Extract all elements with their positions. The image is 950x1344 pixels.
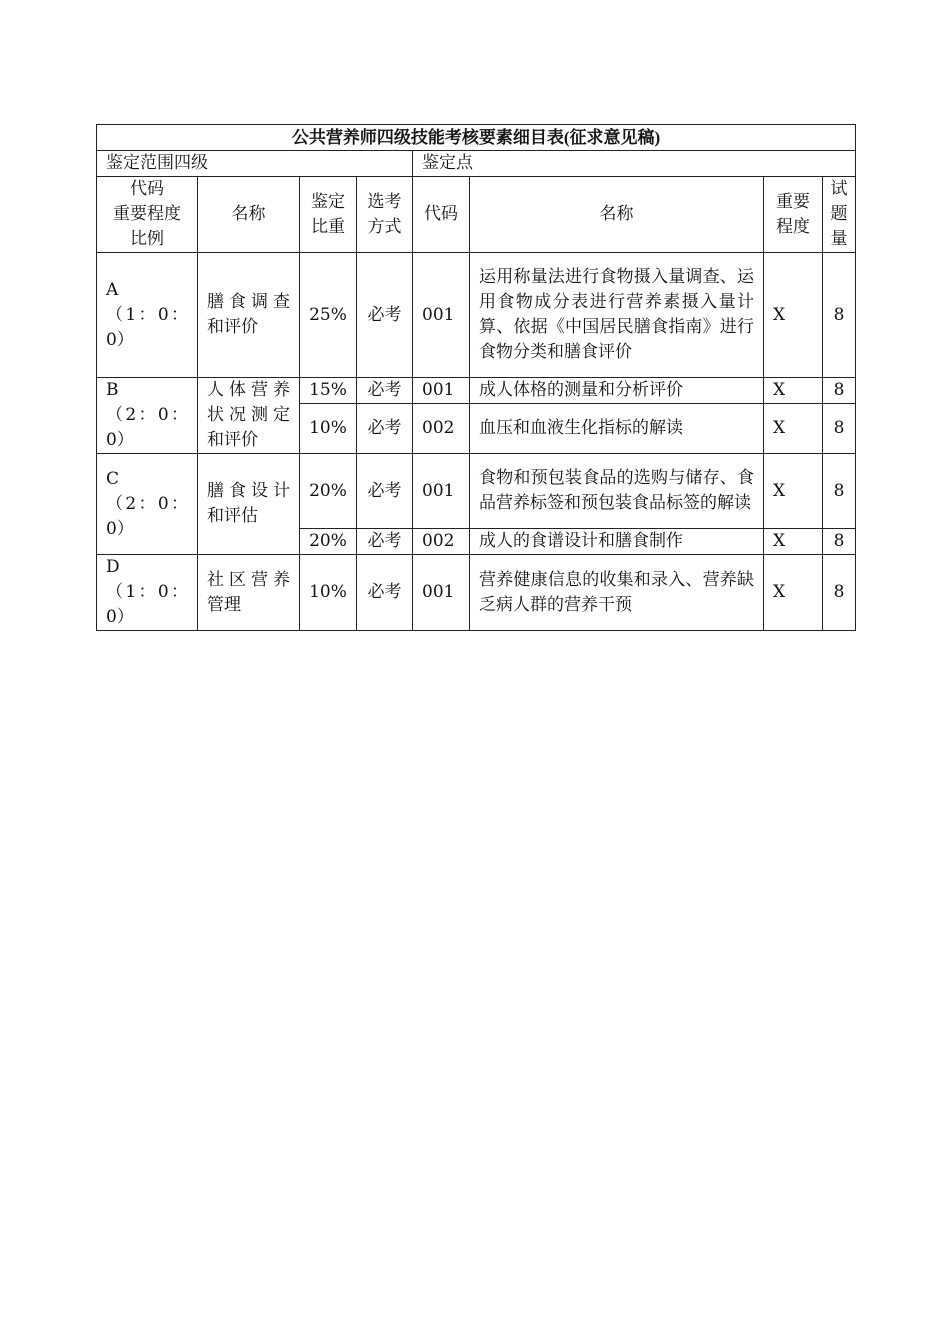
header-method: 选考 方式 xyxy=(357,177,413,253)
table-row xyxy=(97,555,856,631)
item-code: 001 xyxy=(413,555,470,631)
table-title: 公共营养师四级技能考核要素细目表(征求意见稿) xyxy=(97,125,856,151)
item-name: 食物和预包装食品的选购与储存、食品营养标签和预包装食品标签的解读 xyxy=(470,454,764,529)
table-row xyxy=(97,253,856,378)
item-method: 必考 xyxy=(357,454,413,529)
item-importance: X xyxy=(764,378,823,404)
item-importance: X xyxy=(764,454,823,529)
group-code: B （2：0：0） xyxy=(97,378,198,454)
group-code: A （1：0：0） xyxy=(97,253,198,378)
item-importance: X xyxy=(764,529,823,555)
item-weight: 20% xyxy=(300,529,357,555)
item-weight: 20% xyxy=(300,454,357,529)
item-name: 血压和血液生化指标的解读 xyxy=(470,404,764,454)
group-name: 人体营养状况测定和评价 xyxy=(198,378,300,454)
header-name: 名称 xyxy=(198,177,300,253)
item-count: 8 xyxy=(823,555,856,631)
item-code: 001 xyxy=(413,253,470,378)
group-name: 社区营养管理 xyxy=(198,555,300,631)
group-code: C （2：0：0） xyxy=(97,454,198,555)
item-weight: 10% xyxy=(300,404,357,454)
scope-label: 鉴定范围四级 xyxy=(97,151,413,177)
header-weight: 鉴定 比重 xyxy=(300,177,357,253)
item-method: 必考 xyxy=(357,404,413,454)
skill-spec-table xyxy=(96,124,856,631)
header-point-name: 名称 xyxy=(470,177,764,253)
header-code: 代码 xyxy=(413,177,470,253)
item-code: 002 xyxy=(413,529,470,555)
item-weight: 15% xyxy=(300,378,357,404)
item-method: 必考 xyxy=(357,253,413,378)
group-name: 膳食设计和评估 xyxy=(198,454,300,555)
item-code: 002 xyxy=(413,404,470,454)
item-count: 8 xyxy=(823,404,856,454)
header-count: 试 题 量 xyxy=(823,177,856,253)
item-weight: 10% xyxy=(300,555,357,631)
table-row xyxy=(97,378,856,404)
group-code: D （1：0：0） xyxy=(97,555,198,631)
table-row xyxy=(97,454,856,529)
item-name: 成人体格的测量和分析评价 xyxy=(470,378,764,404)
item-code: 001 xyxy=(413,454,470,529)
item-count: 8 xyxy=(823,529,856,555)
header-importance: 重要 程度 xyxy=(764,177,823,253)
item-count: 8 xyxy=(823,253,856,378)
item-method: 必考 xyxy=(357,378,413,404)
item-importance: X xyxy=(764,253,823,378)
item-method: 必考 xyxy=(357,529,413,555)
header-code-weight: 代码 重要程度 比例 xyxy=(97,177,198,253)
point-label: 鉴定点 xyxy=(413,151,856,177)
item-importance: X xyxy=(764,555,823,631)
item-weight: 25% xyxy=(300,253,357,378)
item-name: 运用称量法进行食物摄入量调查、运用食物成分表进行营养素摄入量计算、依据《中国居民膳食指南》进行食物分类和膳食评价 xyxy=(470,253,764,378)
item-count: 8 xyxy=(823,378,856,404)
group-name: 膳食调查和评价 xyxy=(198,253,300,378)
item-name: 营养健康信息的收集和录入、营养缺乏病人群的营养干预 xyxy=(470,555,764,631)
item-name: 成人的食谱设计和膳食制作 xyxy=(470,529,764,555)
item-importance: X xyxy=(764,404,823,454)
item-count: 8 xyxy=(823,454,856,529)
item-code: 001 xyxy=(413,378,470,404)
item-method: 必考 xyxy=(357,555,413,631)
